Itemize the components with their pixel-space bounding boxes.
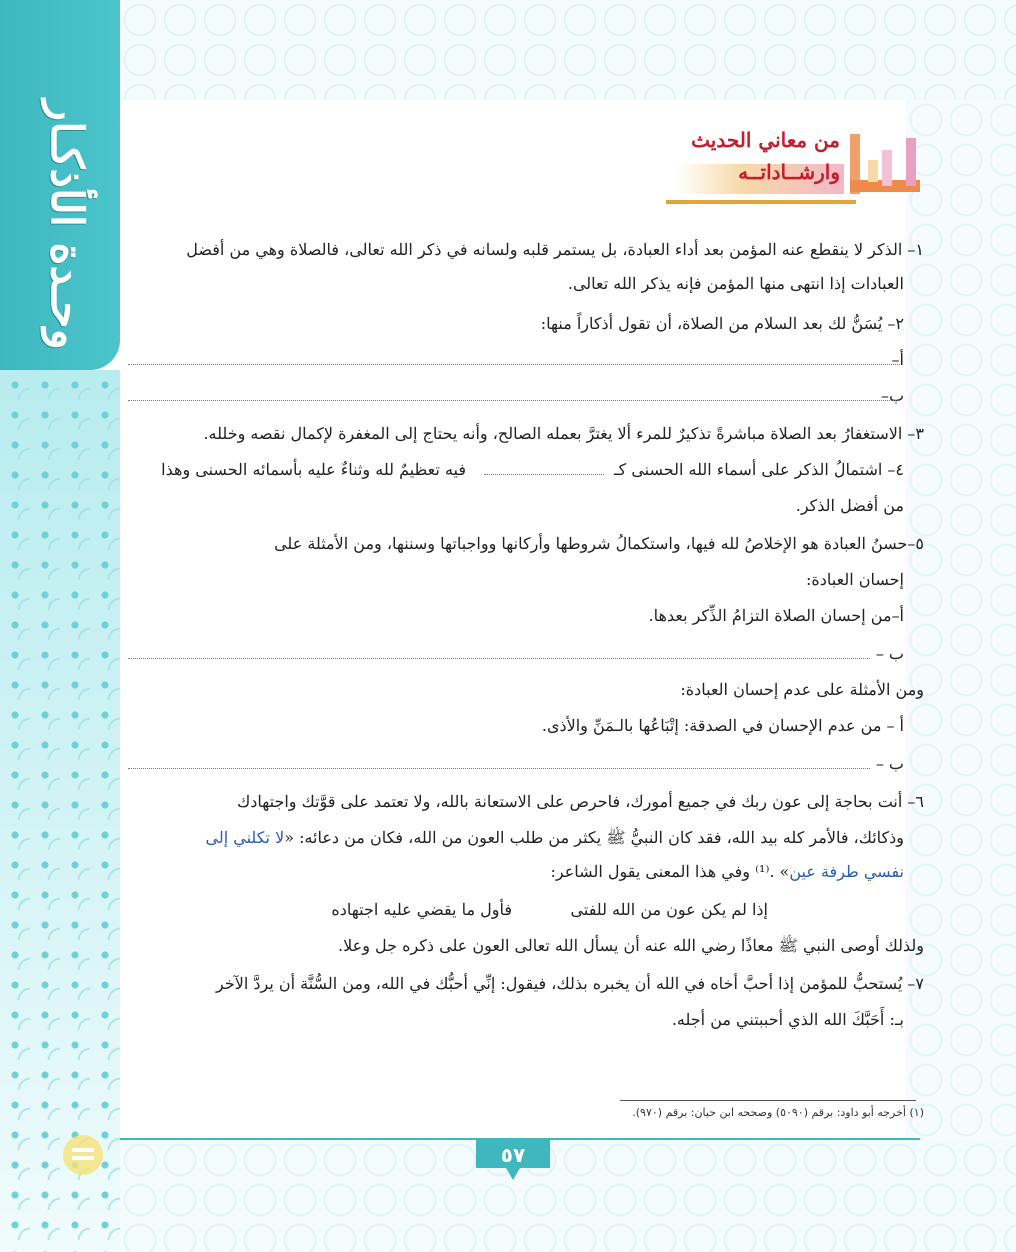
unit-tab <box>0 0 120 370</box>
paragraph-4-end: فيه تعظيمٌ لله وثناءٌ عليه بأسمائه الحسنى وهذا <box>161 460 466 479</box>
example-good-b-line[interactable] <box>128 658 870 659</box>
bottom-pattern-band <box>120 1140 1016 1252</box>
paragraph-2-intro: ٢– يُسَنُّ لك بعد السلام من الصلاة، أن تقول أذكاراً منها: <box>540 314 904 333</box>
calligraphy-ornament-icon <box>844 130 926 198</box>
hadith-quote-part-1: لا تكلني إلى <box>205 828 285 847</box>
footnote-divider <box>620 1100 916 1101</box>
example-good-b-label: ب – <box>875 644 904 663</box>
blank-names-line[interactable] <box>484 474 604 475</box>
section-title: من معاني الحديث <box>691 128 840 152</box>
section-header <box>666 126 926 206</box>
poem-second-hemistich: فأول ما يقضي عليه اجتهاده <box>331 900 512 919</box>
paragraph-6-line-3 <box>551 862 904 881</box>
unit-title: وحـدة الأذكـار <box>41 100 92 350</box>
paragraph-5-line-2: إحسان العبادة: <box>806 570 904 589</box>
poem-first-hemistich: إذا لم يكن عون من الله للفتى <box>570 900 768 919</box>
example-bad-b-line[interactable] <box>128 768 870 769</box>
top-pattern-band <box>120 0 1016 100</box>
blank-item-a-line[interactable] <box>128 364 900 365</box>
ornament-strip <box>0 370 120 1252</box>
paragraph-7-line-1: ٧– يُستحبُّ للمؤمن إذا أحبَّ أخاه في الله أن يخبره بذلك، فيقول: إنِّي أحبُّك في الله، ومن السُّنَّة أن يردَّ الآخر <box>215 974 924 993</box>
paragraph-3: ٣– الاستغفارُ بعد الصلاة مباشرةً تذكيرٌ للمرء ألا يغترَّ بعمله الصالح، وأنه يحتاج إلى المغفرة لإكمال نقصه وخلله. <box>203 424 924 443</box>
page-number: ٥٧ <box>500 1143 526 1167</box>
example-bad-b-label: ب – <box>875 754 904 773</box>
paragraph-6-line-2 <box>205 828 904 851</box>
blank-item-a-label: أ– <box>891 350 904 369</box>
paragraph-1-line-1: ١– الذكر لا ينقطع عنه المؤمن بعد أداء العبادة، بل يستمر قلبه ولسانه في ذكر الله تعالى، فالصلاة وهي من أفضل <box>186 240 924 259</box>
paragraph-4-start: ٤– اشتمالُ الذكر على أسماء الله الحسنى كـ <box>613 460 904 479</box>
example-bad-a: أ – من عدم الإحسان في الصدقة: إتْبَاعُها بالـمَنِّ والأذى. <box>541 716 904 735</box>
paragraph-6-line-1: ٦– أنت بحاجة إلى عون ربك في جميع أمورك، فاحرص على الاستعانة بالله، ولا تعتمد على قوَّتك واجتهادك <box>237 792 924 811</box>
ministry-logo-icon <box>58 1130 108 1180</box>
paragraph-1-line-2: العبادات إذا انتهى منها المؤمن فإنه يذكر الله تعالى. <box>567 274 904 293</box>
paragraph-6-line-5: ولذلك أوصى النبي ﷺ معاذًا رضي الله عنه أن يسأل الله تعالى العون على ذكره جل وعلا. <box>338 936 924 955</box>
section-subtitle: وارشــاداتــه <box>738 160 840 184</box>
paragraph-6-line-3-text: » .⁽¹⁾ وفي هذا المعنى يقول الشاعر: <box>550 862 790 881</box>
blank-item-b-label: ب– <box>880 386 904 405</box>
header-underline <box>666 200 856 204</box>
footnote: (١) أخرجه أبو داود: برقم (٥٠٩٠) وصححه ابن حيان: برقم (٩٧٠). <box>632 1106 924 1119</box>
paragraph-5-line-1: ٥–حسنُ العبادة هو الإخلاصُ لله فيها، واستكمالُ شروطها وأركانها وواجباتها وسننها، ومن الأمثلة على <box>274 534 924 553</box>
example-good-a: أ–من إحسان الصلاة التزامُ الذِّكر بعدها. <box>648 606 904 625</box>
blank-item-b-line[interactable] <box>128 400 900 401</box>
paragraph-7-line-2: بـ: أَحَبَّكَ الله الذي أحببتني من أجله. <box>671 1010 904 1029</box>
paragraph-4-line-2: من أفضل الذكر. <box>795 496 904 515</box>
paragraph-6-line-2-text: وذكائك، فالأمر كله بيد الله، فقد كان النبيُّ ﷺ يكثر من طلب العون من الله، فكان من دعائه: « <box>284 828 904 847</box>
unit-sidebar <box>0 0 120 1252</box>
hadith-quote-part-2: نفسي طرفة عين <box>789 862 904 881</box>
examples-bad-intro: ومن الأمثلة على عدم إحسان العبادة: <box>680 680 924 699</box>
